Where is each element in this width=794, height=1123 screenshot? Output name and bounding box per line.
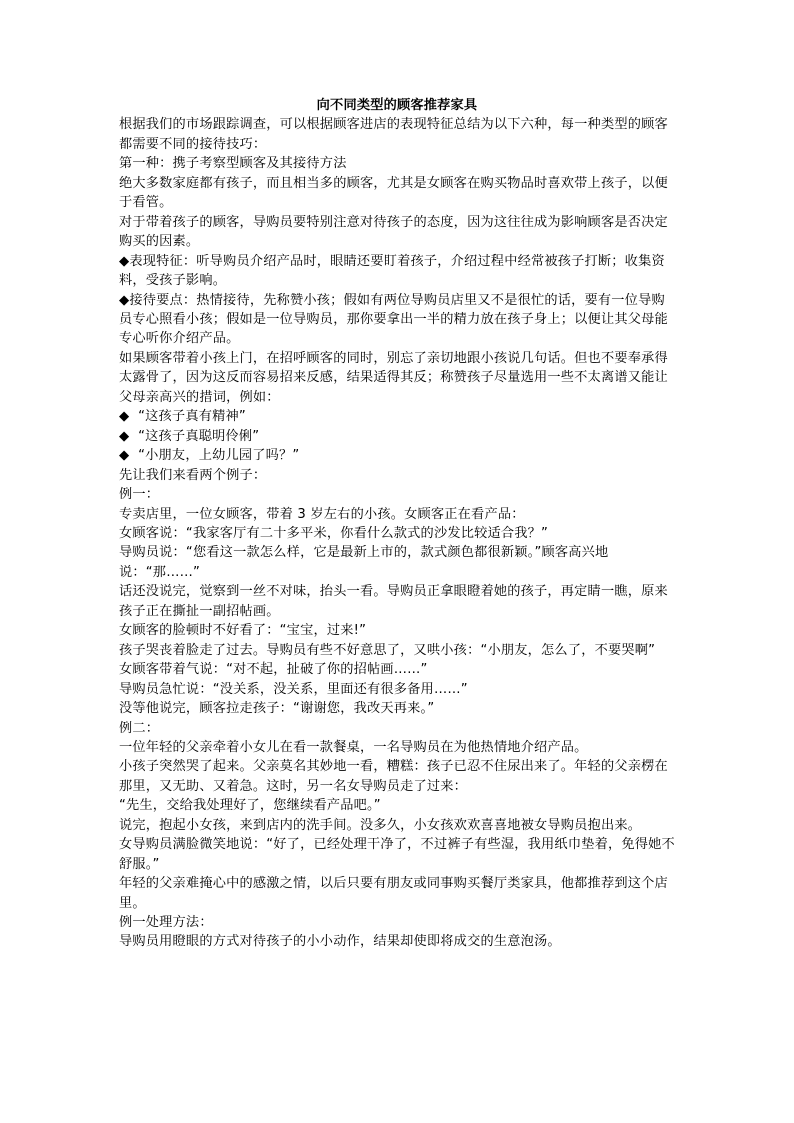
- section-heading: 第一种：携子考察型顾客及其接待方法: [119, 156, 347, 172]
- body-paragraph: 对于带着孩子的顾客，导购员要特别注意对待孩子的态度，因为这往往成为影响顾客是否决定购买的因素。: [119, 214, 668, 250]
- dialogue-line: 孩子哭丧着脸走了过去。导购员有些不好意思了，又哄小孩：“小朋友，怎么了，不要哭啊”: [119, 642, 656, 658]
- body-paragraph: 一位年轻的父亲牵着小女儿在看一款餐桌，一名导购员在为他热情地介绍产品。: [119, 739, 588, 755]
- dialogue-line: 女顾客说：“我家客厅有二十多平米，你看什么款式的沙发比较适合我？”: [119, 525, 549, 541]
- document-title: 向不同类型的顾客推荐家具: [316, 98, 478, 113]
- praise-example-item: ◆ “小朋友，上幼儿园了吗？”: [119, 448, 300, 464]
- feature-paragraph: ◆表现特征：听导购员介绍产品时，眼睛还要盯着孩子，介绍过程中经常被孩子打断；收集资料，受孩子影响。: [119, 253, 665, 289]
- body-paragraph: 先让我们来看两个例子：: [119, 467, 267, 483]
- body-paragraph: 小孩子突然哭了起来。父亲莫名其妙地一看，糟糕：孩子已忍不住尿出来了。年轻的父亲楞在那里，又无助、又着急。这时，另一名女导购员走了过来：: [119, 759, 668, 794]
- praise-example-item: ◆ “这孩子真聪明伶俐”: [119, 428, 260, 444]
- dialogue-line: 导购员急忙说：“没关系，没关系，里面还有很多备用……”: [119, 681, 468, 697]
- body-paragraph: 话还没说完，觉察到一丝不对味，抬头一看。导购员正拿眼瞪着她的孩子，再定睛一瞧，原来孩子正在撕扯一副招帖画。: [119, 584, 668, 619]
- dialogue-line: 导购员说：“您看这一款怎么样，它是最新上市的，款式颜色都很新颖。”顾客高兴地说：“那……”: [119, 545, 609, 580]
- dialogue-line: 女顾客的脸顿时不好看了：“宝宝，过来!”: [119, 623, 367, 639]
- intro-paragraph: 根据我们的市场跟踪调查，可以根据顾客进店的表现特征总结为以下六种，每一种类型的顾客都需要不同的接待技巧：: [119, 117, 668, 152]
- body-paragraph: 导购员用瞪眼的方式对待孩子的小小动作，结果却使即将成交的生意泡汤。: [119, 934, 561, 950]
- body-paragraph: 如果顾客带着小孩上门，在招呼顾客的同时，别忘了亲切地跟小孩说几句话。但也不要奉承得太露骨了，因为这反而容易招来反感，结果适得其反；称赞孩子尽量选用一些不太离谱又能让父母亲高兴的措词，例如：: [119, 350, 668, 405]
- example-heading: 例一：: [119, 487, 160, 503]
- dialogue-line: 没等他说完，顾客拉走孩子：“谢谢您，我改天再来。”: [119, 701, 435, 717]
- dialogue-line: 女顾客带着气说：“对不起，扯破了你的招帖画……”: [119, 662, 428, 678]
- praise-example-item: ◆ “这孩子真有精神”: [119, 409, 246, 425]
- body-paragraph: 说完，抱起小女孩，来到店内的洗手间。没多久，小女孩欢欢喜喜地被女导购员抱出来。: [119, 817, 642, 833]
- dialogue-line: “先生，交给我处理好了，您继续看产品吧。”: [119, 798, 381, 814]
- example-heading: 例二：: [119, 720, 160, 736]
- body-paragraph: 绝大多数家庭都有孩子，而且相当多的顾客，尤其是女顾客在购买物品时喜欢带上孩子，以便于看管。: [119, 175, 668, 211]
- body-paragraph: 专卖店里，一位女顾客，带着 3 岁左右的小孩。女顾客正在看产品：: [119, 506, 525, 522]
- method-heading: 例一处理方法：: [119, 915, 213, 931]
- body-paragraph: 年轻的父亲难掩心中的感激之情，以后只要有朋友或同事购买餐厅类家具，他都推荐到这个店里。: [119, 876, 668, 911]
- reception-points-paragraph: ◆接待要点：热情接待，先称赞小孩；假如有两位导购员店里又不是很忙的话，要有一位导购员专心照看小孩；假如是一位导购员，那你要拿出一半的精力放在孩子身上；以便让其父母能专心听你介绍产品。: [119, 292, 668, 347]
- dialogue-line: 女导购员满脸微笑地说：“好了，已经处理干净了，不过裤子有些湿，我用纸巾垫着，免得她不舒服。”: [119, 837, 675, 872]
- document-body: [119, 96, 675, 952]
